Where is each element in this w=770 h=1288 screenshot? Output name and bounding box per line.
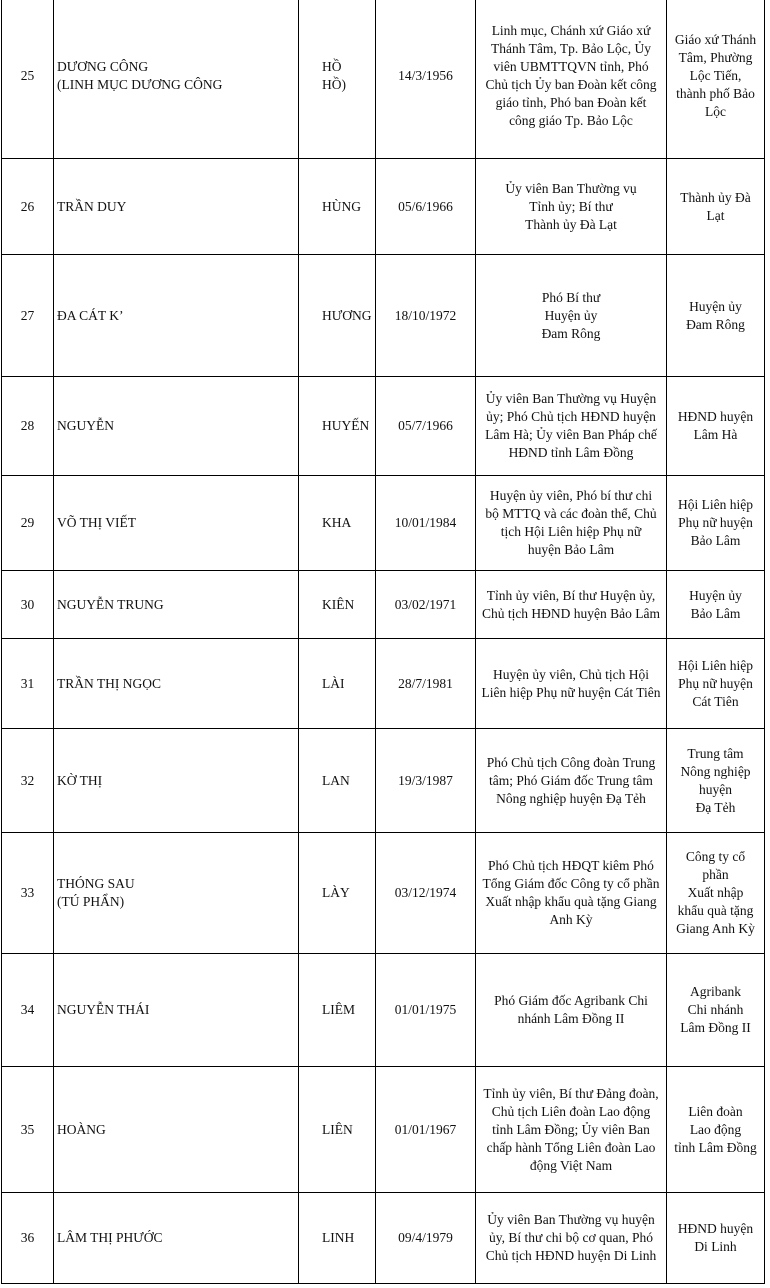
cell-ten-line: HUYẾN <box>322 418 370 433</box>
cell-don-vi-line: huyện <box>699 781 732 797</box>
cell-don-vi-line: Lộc <box>705 103 726 119</box>
cell-chuc-vu <box>476 571 667 639</box>
cell-stt: 34 <box>2 954 54 1067</box>
cell-ho-dem <box>54 833 299 954</box>
cell-don-vi-line: thành phố Bảo <box>676 85 755 101</box>
cell-ten-line: HƯƠNG <box>322 307 372 323</box>
cell-don-vi-line: Lâm Hà <box>693 427 738 442</box>
cell-ten <box>299 833 376 954</box>
cell-chuc-vu-line: giáo tỉnh, Phó ban Đoàn kết <box>495 94 647 110</box>
cell-don-vi-line: Tâm, Phường <box>678 49 753 65</box>
cell-ngay-sinh: 14/3/1956 <box>376 0 476 159</box>
cell-chuc-vu-line: Huyện ủy viên, Phó bí thư chi <box>489 488 653 503</box>
cell-ngay-sinh: 03/12/1974 <box>376 833 476 954</box>
cell-chuc-vu <box>476 159 667 255</box>
cell-chuc-vu-line: động Việt Nam <box>529 1157 613 1173</box>
cell-chuc-vu <box>476 833 667 954</box>
cell-chuc-vu <box>476 476 667 571</box>
cell-don-vi-line: Nông nghiệp <box>680 763 751 779</box>
cell-chuc-vu <box>476 0 667 159</box>
cell-ngay-sinh: 05/6/1966 <box>376 159 476 255</box>
cell-ten <box>299 377 376 476</box>
cell-chuc-vu-line: tịch Hội Liên hiệp Phụ nữ <box>500 524 642 539</box>
cell-ho-dem-line: (TÚ PHẨN) <box>57 894 125 909</box>
cell-stt: 25 <box>2 0 54 159</box>
cell-ten <box>299 255 376 377</box>
cell-ten <box>299 1067 376 1193</box>
cell-don-vi-line: Di Linh <box>694 1239 737 1254</box>
cell-chuc-vu-line: tâm; Phó Giám đốc Trung tâm <box>489 772 653 788</box>
cell-don-vi <box>667 1193 765 1284</box>
cell-chuc-vu-line: nhánh Lâm Đồng II <box>517 1011 625 1026</box>
cell-don-vi-line: phần <box>702 867 729 882</box>
cell-chuc-vu-line: chấp hành Tổng Liên đoàn Lao <box>486 1139 656 1155</box>
cell-ngay-sinh: 28/7/1981 <box>376 639 476 729</box>
cell-ten-line: LIÊN <box>322 1121 353 1137</box>
cell-don-vi-line: HĐND huyện <box>677 409 754 424</box>
cell-ten <box>299 476 376 571</box>
cell-stt: 36 <box>2 1193 54 1284</box>
cell-chuc-vu-line: Lâm Hà; Ủy viên Ban Pháp chế <box>485 427 657 442</box>
table-row <box>2 1067 765 1193</box>
table-row <box>2 476 765 571</box>
cell-don-vi <box>667 255 765 377</box>
cell-ho-dem <box>54 639 299 729</box>
cell-chuc-vu-line: Thành ủy Đà Lạt <box>525 216 617 232</box>
table-row <box>2 729 765 833</box>
cell-don-vi-line: Bảo Lâm <box>690 605 741 621</box>
cell-ten-line: LINH <box>322 1230 355 1245</box>
cell-chuc-vu-line: Chủ tịch HĐND huyện Bảo Lâm <box>481 605 661 621</box>
cell-ten <box>299 159 376 255</box>
cell-don-vi-line: Lao động <box>689 1121 742 1137</box>
cell-ten-line: KIÊN <box>322 596 355 612</box>
cell-ho-dem-line: TRẦN THỊ NGỌC <box>57 675 161 691</box>
cell-chuc-vu <box>476 639 667 729</box>
cell-chuc-vu-line: Đam Rông <box>541 325 601 341</box>
cell-ten <box>299 1193 376 1284</box>
cell-stt: 33 <box>2 833 54 954</box>
cell-don-vi <box>667 476 765 571</box>
cell-stt: 26 <box>2 159 54 255</box>
cell-ten-line: HỒ) <box>322 76 346 92</box>
cell-ho-dem-line: NGUYỄN <box>57 418 114 433</box>
cell-ho-dem-line: LÂM THỊ PHƯỚC <box>57 1230 163 1245</box>
cell-ten-line: LIÊM <box>322 1002 355 1017</box>
cell-chuc-vu-line: Tỉnh ủy; Bí thư <box>529 198 613 214</box>
cell-ten-line: LÀI <box>322 675 345 691</box>
table-row <box>2 571 765 639</box>
cell-ngay-sinh: 09/4/1979 <box>376 1193 476 1284</box>
cell-ten <box>299 954 376 1067</box>
cell-don-vi-line: Huyện ủy <box>689 298 742 314</box>
cell-ho-dem <box>54 377 299 476</box>
cell-don-vi-line: Công ty cổ <box>685 849 746 864</box>
cell-ho-dem <box>54 1193 299 1284</box>
cell-ten <box>299 571 376 639</box>
cell-don-vi <box>667 571 765 639</box>
cell-chuc-vu <box>476 954 667 1067</box>
cell-chuc-vu-line: Phó Chủ tịch HĐQT kiêm Phó <box>488 858 654 873</box>
cell-ngay-sinh: 18/10/1972 <box>376 255 476 377</box>
table-row <box>2 377 765 476</box>
cell-chuc-vu-line: Linh mục, Chánh xứ Giáo xứ <box>491 22 651 38</box>
cell-chuc-vu-line: Tổng Giám đốc Công ty cổ phần <box>482 876 660 891</box>
cell-ho-dem-line: THÓNG SAU <box>57 876 135 891</box>
cell-don-vi-line: Đạ Tẻh <box>695 799 736 815</box>
cell-don-vi-line: Lộc Tiến, <box>689 67 742 83</box>
cell-ho-dem <box>54 954 299 1067</box>
cell-don-vi-line: Đam Rông <box>686 316 745 332</box>
cell-chuc-vu-line: bộ MTTQ và các đoàn thể, Chủ <box>485 506 657 521</box>
cell-chuc-vu-line: Nông nghiệp huyện Đạ Tẻh <box>496 790 646 806</box>
cell-chuc-vu-line: ủy, Bí thư chi bộ cơ quan, Phó <box>489 1230 653 1245</box>
cell-don-vi-line: Lâm Đồng II <box>680 1020 751 1035</box>
cell-don-vi-line: Hội Liên hiệp <box>678 657 753 673</box>
cell-ho-dem <box>54 1067 299 1193</box>
table-row <box>2 1193 765 1284</box>
cell-chuc-vu-line: Huyện ủy <box>544 307 598 323</box>
table-row <box>2 159 765 255</box>
cell-ten-line: HÙNG <box>322 198 361 214</box>
cell-don-vi-line: khẩu quà tặng <box>677 903 754 918</box>
cell-don-vi-line: Cát Tiên <box>692 693 739 709</box>
cell-chuc-vu <box>476 255 667 377</box>
cell-chuc-vu-line: ủy; Phó Chủ tịch HĐND huyện <box>486 409 656 424</box>
cell-ten-line: KHA <box>322 515 352 530</box>
cell-stt: 35 <box>2 1067 54 1193</box>
cell-stt: 32 <box>2 729 54 833</box>
cell-stt: 29 <box>2 476 54 571</box>
cell-ho-dem-line: DƯƠNG CÔNG <box>57 58 149 74</box>
cell-chuc-vu-line: Tỉnh ủy viên, Bí thư Đảng đoàn, <box>483 1085 659 1101</box>
cell-ho-dem <box>54 571 299 639</box>
cell-chuc-vu-line: Thánh Tâm, Tp. Bảo Lộc, Ủy <box>491 40 651 56</box>
cell-don-vi <box>667 729 765 833</box>
cell-chuc-vu-line: Phó Chủ tịch Công đoàn Trung <box>486 754 656 770</box>
cell-don-vi-line: Lạt <box>706 207 725 223</box>
cell-don-vi-line: Liên đoàn <box>688 1103 743 1119</box>
cell-ten <box>299 729 376 833</box>
cell-don-vi-line: Thành ủy Đà <box>680 189 751 205</box>
cell-ho-dem-line: TRẦN DUY <box>57 198 127 214</box>
cell-chuc-vu-line: HĐND tỉnh Lâm Đồng <box>508 445 634 460</box>
cell-ho-dem <box>54 255 299 377</box>
cell-ten-line: LÀY <box>322 885 350 900</box>
cell-don-vi <box>667 833 765 954</box>
cell-ho-dem <box>54 729 299 833</box>
cell-stt: 30 <box>2 571 54 639</box>
cell-don-vi-line: HĐND huyện <box>677 1221 754 1236</box>
candidate-table <box>1 0 765 1284</box>
cell-don-vi-line: Huyện ủy <box>689 587 742 603</box>
table-body <box>2 0 765 1284</box>
cell-chuc-vu-line: Liên hiệp Phụ nữ huyện Cát Tiên <box>481 684 661 700</box>
cell-stt: 31 <box>2 639 54 729</box>
cell-ho-dem <box>54 476 299 571</box>
table-row <box>2 639 765 729</box>
cell-ho-dem-line: ĐA CÁT K’ <box>57 307 124 323</box>
cell-don-vi-line: tỉnh Lâm Đồng <box>674 1139 757 1155</box>
cell-ho-dem-line: (LINH MỤC DƯƠNG CÔNG <box>57 76 223 92</box>
cell-chuc-vu <box>476 1193 667 1284</box>
cell-don-vi-line: Phụ nữ huyện <box>678 675 753 691</box>
cell-chuc-vu-line: tỉnh Lâm Đồng; Ủy viên Ban <box>492 1121 650 1137</box>
table-row <box>2 833 765 954</box>
cell-chuc-vu-line: huyện Bảo Lâm <box>527 542 615 557</box>
cell-ten-line: HỒ <box>322 58 342 74</box>
cell-ngay-sinh: 19/3/1987 <box>376 729 476 833</box>
cell-chuc-vu-line: Ủy viên Ban Thường vụ <box>505 180 637 196</box>
cell-chuc-vu <box>476 1067 667 1193</box>
cell-don-vi-line: Giang Anh Kỳ <box>676 921 755 936</box>
cell-don-vi <box>667 1067 765 1193</box>
cell-don-vi-line: Agribank <box>690 984 741 999</box>
cell-chuc-vu-line: Phó Bí thư <box>541 289 601 305</box>
cell-chuc-vu <box>476 729 667 833</box>
cell-ngay-sinh: 03/02/1971 <box>376 571 476 639</box>
cell-ho-dem-line: VÕ THỊ VIẾT <box>57 515 136 530</box>
cell-don-vi-line: Chi nhánh <box>687 1002 744 1017</box>
cell-chuc-vu-line: công giáo Tp. Bảo Lộc <box>509 112 633 128</box>
cell-chuc-vu-line: Anh Kỳ <box>549 912 593 927</box>
cell-chuc-vu <box>476 377 667 476</box>
cell-don-vi-line: Hội Liên hiệp <box>678 497 753 512</box>
cell-chuc-vu-line: Phó Giám đốc Agribank Chi <box>494 993 648 1008</box>
cell-don-vi <box>667 377 765 476</box>
cell-ho-dem-line: HOÀNG <box>57 1121 106 1137</box>
cell-ngay-sinh: 05/7/1966 <box>376 377 476 476</box>
cell-don-vi-line: Xuất nhập <box>687 885 744 900</box>
cell-don-vi-line: Giáo xứ Thánh <box>674 31 757 47</box>
cell-chuc-vu-line: Ủy viên Ban Thường vụ huyện <box>487 1212 655 1227</box>
cell-ho-dem-line: KỜ THỊ <box>57 772 103 788</box>
cell-chuc-vu-line: Ủy viên Ban Thường vụ Huyện <box>485 391 657 406</box>
table-row <box>2 0 765 159</box>
cell-stt: 28 <box>2 377 54 476</box>
cell-don-vi <box>667 159 765 255</box>
cell-chuc-vu-line: Chủ tịch Liên đoàn Lao động <box>491 1103 651 1119</box>
cell-don-vi-line: Bảo Lâm <box>690 533 741 548</box>
cell-ten <box>299 639 376 729</box>
cell-don-vi-line: Trung tâm <box>687 745 744 761</box>
cell-ngay-sinh: 01/01/1967 <box>376 1067 476 1193</box>
table-row <box>2 954 765 1067</box>
cell-stt: 27 <box>2 255 54 377</box>
cell-ngay-sinh: 10/01/1984 <box>376 476 476 571</box>
cell-chuc-vu-line: Huyện ủy viên, Chủ tịch Hội <box>493 666 649 682</box>
cell-ho-dem-line: NGUYỄN TRUNG <box>57 596 164 612</box>
cell-don-vi <box>667 639 765 729</box>
cell-chuc-vu-line: Xuất nhập khẩu quà tặng Giang <box>485 894 657 909</box>
cell-ho-dem <box>54 0 299 159</box>
cell-ho-dem <box>54 159 299 255</box>
cell-ten <box>299 0 376 159</box>
cell-chuc-vu-line: Chủ tịch HĐND huyện Di Linh <box>485 1248 657 1263</box>
cell-ngay-sinh: 01/01/1975 <box>376 954 476 1067</box>
cell-chuc-vu-line: Tỉnh ủy viên, Bí thư Huyện ủy, <box>486 587 656 603</box>
cell-don-vi-line: Phụ nữ huyện <box>678 515 753 530</box>
cell-don-vi <box>667 954 765 1067</box>
cell-chuc-vu-line: viên UBMTTQVN tỉnh, Phó <box>493 58 649 74</box>
cell-ten-line: LAN <box>322 772 350 788</box>
cell-don-vi <box>667 0 765 159</box>
cell-chuc-vu-line: Chủ tịch Ủy ban Đoàn kết công <box>485 76 657 92</box>
table-row <box>2 255 765 377</box>
cell-ho-dem-line: NGUYỄN THÁI <box>57 1002 150 1017</box>
